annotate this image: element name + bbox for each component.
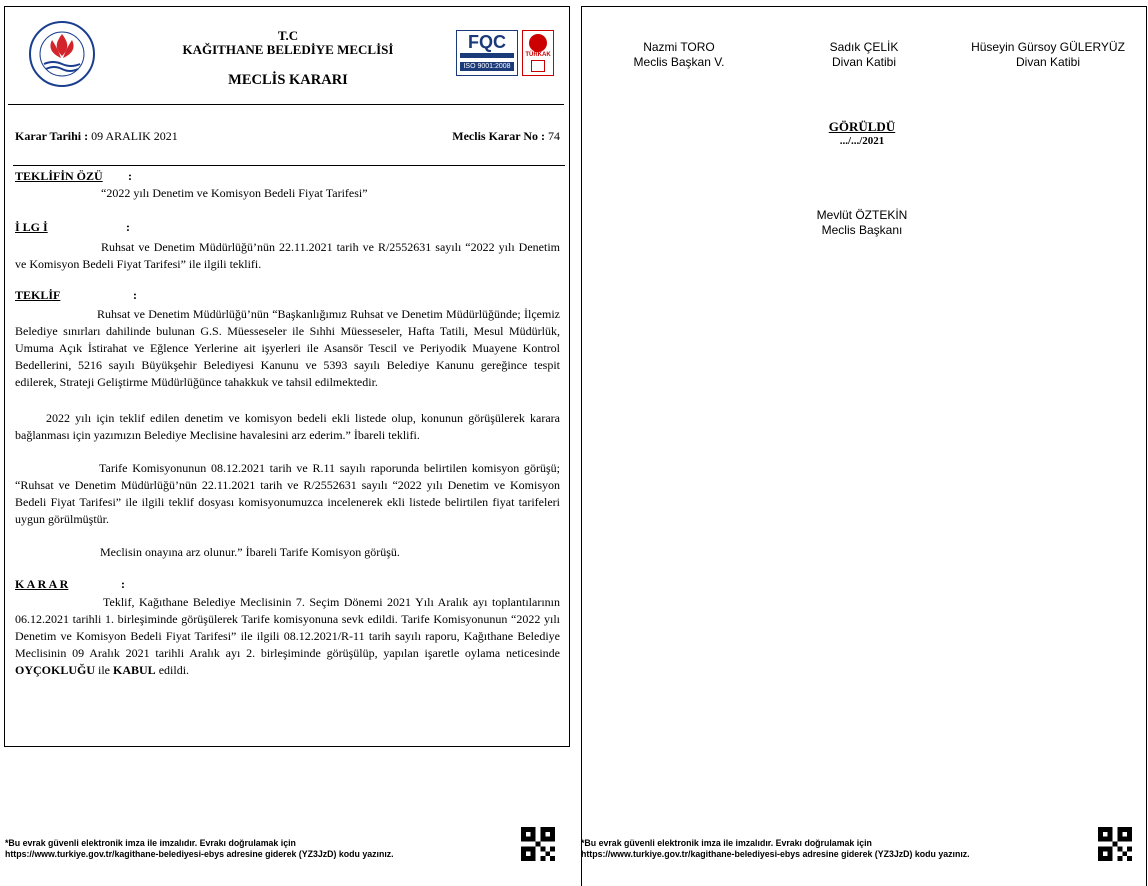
decision-heading: K A R A R [15,577,69,591]
seen-label: GÖRÜLDÜ [828,119,896,134]
header-tc: T.C [277,28,299,43]
signature-chair [782,208,942,238]
header-council: KAĞITHANE BELEDİYE MECLİSİ [182,42,394,57]
footer-line-1: *Bu evrak güvenli elektronik imza ile imzalıdır. Evrakı doğrulamak için [5,838,296,848]
ref-heading: İ LG İ [15,220,48,234]
right-footer-note [581,838,1081,860]
decision-number-label: Meclis Karar No : [452,129,545,143]
meta-divider [13,165,565,166]
decision-colon: : [121,577,125,591]
proposal-paragraph-2: 2022 yılı için teklif edilen denetim ve komisyon bedeli ekli listede olup, konunun görüşülerek karara bağlanması için yazımızın Belediye Meclisine havalesini arz ederim.” İbareli teklifi. [15,411,560,442]
turkak-emblem [529,34,547,52]
summary-text: “2022 yılı Denetim ve Komisyon Bedeli Fiyat Tarifesi” [101,186,368,200]
signature-name: Hüseyin Gürsoy GÜLERYÜZ [971,40,1125,54]
turkak-check-icon [531,60,545,72]
footer-verify-link[interactable]: https://www.turkiye.gov.tr/kagithane-belediyesi-ebys adresine giderek (YZ3JzD) kodu yazınız. [5,849,394,859]
decision-heading-line [15,577,125,592]
header-decision-title: MECLİS KARARI [228,72,348,88]
decision-vote-result: OYÇOKLUĞU [15,663,96,677]
decision-text-mid: ile [95,663,114,677]
seen-date: .../.../2021 [839,135,885,147]
decision-date-label: Karar Tarihi : [15,129,89,143]
summary-heading: TEKLİFİN ÖZÜ [15,169,103,183]
summary-heading-line [15,169,132,184]
qr-code-icon [1098,827,1132,861]
ref-text: Ruhsat ve Denetim Müdürlüğü’nün 22.11.2021 tarih ve R/2552631 sayılı “2022 yılı Denetim ve Komisyon Bedeli Fiyat Tarifesi” ile ilgili teklifi. [15,240,560,271]
turkak-label: TÜRKAK [525,52,551,58]
turkak-logo [522,30,554,76]
footer-line-1: *Bu evrak güvenli elektronik imza ile imzalıdır. Evrakı doğrulamak için [581,838,872,848]
signature-name: Nazmi TORO [643,40,715,54]
iso-label: ISO 9001:2008 [460,62,514,71]
fqc-certification-logo [456,30,518,76]
proposal-paragraph-1: Ruhsat ve Denetim Müdürlüğü’nün “Başkanlığımız Ruhsat ve Denetim Müdürlüğünde; İlçemiz Belediye sınırları dahilinde bulunan G.S. Müesseseler ile Sıhhi Müesseseler, Hafta Tatili, Mesul Müdürlük, Umuma Açık İstirahat ve Eğlence Yerlerine ait işyerleri ile Asansör Tescil ve Periyodik Muayene Kontrol Bedellerini, 5216 sayılı Büyükşehir Belediyesi Kanunu ve 5393 sayılı Belediye Kanunu gereğince tespit edilerek, Strateji Geliştirme Müdürlüğünce tahakkuk ve tahsil edilmektedir. [15,307,560,389]
decision-text-end: edildi. [155,663,190,677]
commission-opinion: Tarife Komisyonunun 08.12.2021 tarih ve R.11 sayılı raporunda belirtilen komisyon görüşü; “Ruhsat ve Denetim Müdürlüğü’nün 22.11.2021 tarih ve R/2552631 sayılı “2022 yılı Denetim ve Komisyon Bedeli Fiyat Tarifesi” ile ilgili teklif dosyası komisyonumuzca incelenerek ekli listede belirtilen fiyat tarifeleri uygun görülmüştür. [15,461,560,526]
signature-title: Divan Katibi [831,55,897,69]
decision-number [452,128,560,145]
commission-closing: Meclisin onayına arz olunur.” İbareli Tarife Komisyon görüşü. [100,545,400,559]
signature-secretary-2 [957,40,1139,70]
signature-secretary-1 [784,40,944,70]
left-footer-note [5,838,505,860]
qr-code-icon [521,827,555,861]
proposal-heading-line [15,288,137,303]
decision-text-main: Teklif, Kağıthane Belediye Meclisinin 7. Seçim Dönemi 2021 Yılı Aralık ayı toplantılarının 06.12.2021 tarihli 1. birleşiminde görüşülerek Tarife komisyonuna sevk edildi. Tarife Komisyonunun “2022 yılı Denetim ve Komisyon Bedeli Fiyat Tarifesi” ile ilgili 08.12.2021/R-11 tarih sayılı raporu, Kağıthane Belediye Meclisinin 09 Aralık 2021 tarihli Aralık ayı 2. birleşiminde görüşülüp, yapılan işaretle oylama neticesinde [15,595,560,660]
footer-verify-link[interactable]: https://www.turkiye.gov.tr/kagithane-belediyesi-ebys adresine giderek (YZ3JzD) kodu yazınız. [581,849,970,859]
decision-number-value: 74 [545,129,560,143]
ref-heading-line [15,220,130,235]
fqc-label: FQC [468,32,506,52]
decision-text [15,594,560,679]
signature-chair-deputy [599,40,759,70]
municipality-logo [28,20,96,88]
summary-colon: : [128,169,132,183]
fqc-bar [460,53,514,58]
decision-date-value: 09 ARALIK 2021 [88,129,178,143]
ref-colon: : [126,220,130,234]
signature-name: Sadık ÇELİK [829,40,899,54]
header-divider [8,104,564,105]
signature-name: Mevlüt ÖZTEKİN [816,208,908,222]
decision-date [15,128,178,145]
signature-title: Divan Katibi [1015,55,1081,69]
proposal-heading: TEKLİF [15,288,61,302]
decision-acceptance: KABUL [113,663,156,677]
proposal-colon: : [133,288,137,302]
signature-title: Meclis Başkanı [821,223,903,237]
signature-title: Meclis Başkan V. [633,55,725,69]
